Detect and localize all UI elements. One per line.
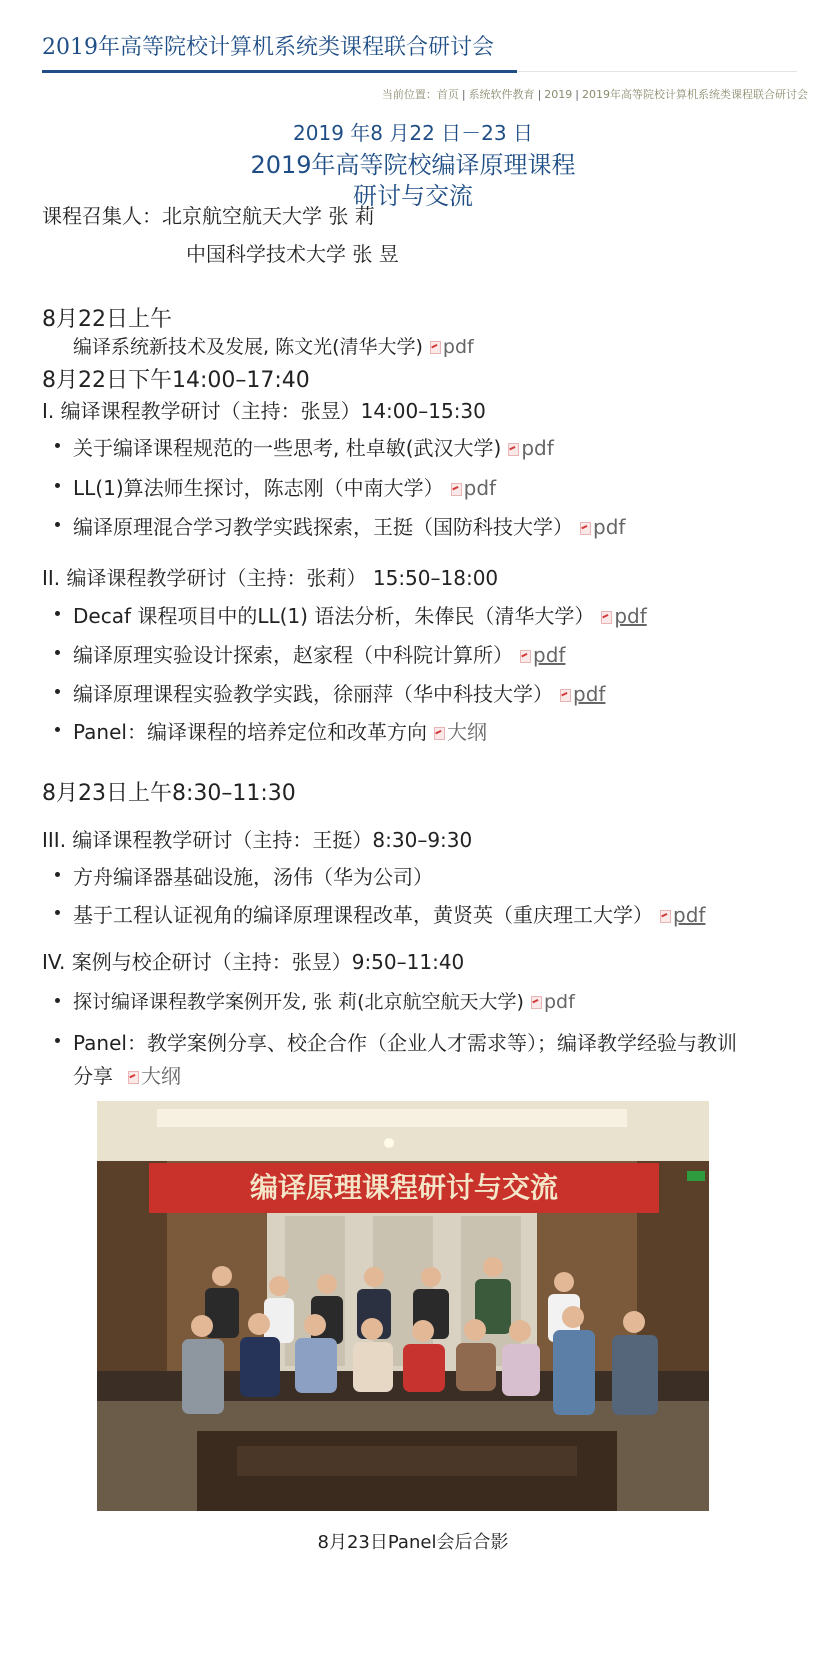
list-item (73, 1027, 737, 1056)
session-2-title: II. 编译课程教学研讨（主持：张莉） 15:50–18:00 (42, 566, 499, 590)
pdf-link[interactable]: pdf (614, 604, 647, 628)
pdf-link[interactable]: pdf (463, 476, 497, 500)
pdf-icon (559, 688, 571, 702)
breadcrumb-prefix: 当前位置： (381, 88, 437, 101)
session-4-title: IV. 案例与校企研讨（主持：张昱）9:50–11:40 (42, 950, 465, 974)
pdf-link[interactable]: pdf (593, 515, 626, 539)
breadcrumb (382, 86, 808, 102)
pdf-icon (429, 340, 441, 354)
session-3-title: III. 编译课程教学研讨（主持：王挺）8:30–9:30 (42, 828, 473, 852)
talk-text: 编译系统新技术及发展, 陈文光(清华大学) (73, 336, 423, 358)
pdf-icon (600, 610, 612, 624)
pdf-link[interactable]: pdf (533, 643, 566, 667)
session-1-title: I. 编译课程教学研讨（主持：张昱）14:00–15:30 (42, 399, 486, 423)
conference-date: 2019 年8 月22 日－23 日 (293, 121, 533, 145)
outline-link[interactable]: 大纲 (446, 720, 487, 744)
breadcrumb-system-software[interactable]: 系统软件教育 (468, 88, 535, 101)
list-item-continuation (73, 1060, 181, 1089)
pdf-icon (127, 1070, 139, 1084)
talk-text-continued: 分享 (73, 1064, 113, 1088)
convener-2: 中国科学技术大学 张 昱 (186, 242, 399, 266)
conveners-row (42, 200, 375, 229)
pdf-icon (450, 482, 462, 496)
day2-morning-heading: 8月23日上午8:30–11:30 (42, 781, 296, 806)
talk-text: LL(1)算法师生探讨，陈志刚（中南大学） (73, 476, 444, 500)
talk-text: 编译原理混合学习教学实践探索，王挺（国防科技大学） (73, 515, 573, 539)
day1-afternoon-heading: 8月22日下午14:00–17:40 (42, 368, 310, 393)
convener-1: 北京航空航天大学 张 莉 (162, 204, 375, 228)
conference-subtitle: 研讨与交流 (353, 182, 473, 210)
breadcrumb-separator: | (537, 88, 542, 101)
talk-text: 编译原理实验设计探索，赵家程（中科院计算所） (73, 643, 513, 667)
list-item (73, 639, 565, 668)
list-item (73, 511, 625, 540)
list-item (73, 899, 705, 928)
conference-title: 2019年高等院校编译原理课程 (250, 151, 576, 179)
talk-text: Decaf 课程项目中的LL(1) 语法分析，朱俸民（清华大学） (73, 604, 595, 628)
header-divider (517, 71, 797, 72)
list-item (73, 600, 647, 629)
day1-morning-heading: 8月22日上午 (42, 307, 172, 332)
breadcrumb-separator: | (461, 88, 466, 101)
breadcrumb-separator: | (575, 88, 579, 101)
list-item (73, 861, 433, 890)
talk-text: 基于工程认证视角的编译原理课程改革，黄贤英（重庆理工大学） (73, 903, 653, 927)
talk-text: 探讨编译课程教学案例开发, 张 莉(北京航空航天大学) (73, 991, 524, 1013)
pdf-link[interactable]: pdf (521, 436, 554, 460)
pdf-link[interactable]: pdf (442, 336, 474, 358)
talk-text: 方舟编译器基础设施，汤伟（华为公司） (73, 865, 433, 889)
list-item (73, 472, 496, 501)
title-underline (42, 70, 517, 73)
list-item (73, 432, 554, 461)
banner-text: 编译原理课程研讨与交流 (249, 1171, 559, 1204)
pdf-icon (507, 442, 519, 456)
pdf-link[interactable]: pdf (573, 682, 606, 706)
group-photo-illustration (97, 1101, 709, 1511)
pdf-icon (579, 521, 591, 535)
pdf-icon (519, 649, 531, 663)
pdf-link[interactable]: pdf (673, 903, 706, 927)
pdf-link[interactable]: pdf (543, 991, 575, 1013)
talk-text: 关于编译课程规范的一些思考, 杜卓敏(武汉大学) (73, 436, 502, 460)
list-item (73, 987, 575, 1014)
keynote-talk (73, 332, 474, 359)
site-title: 2019年高等院校计算机系统类课程联合研讨会 (42, 35, 494, 60)
photo-caption: 8月23日Panel会后合影 (317, 1532, 509, 1553)
pdf-icon (530, 995, 542, 1009)
talk-text: 编译原理课程实验教学实践，徐丽萍（华中科技大学） (73, 682, 553, 706)
conveners-label: 课程召集人： (42, 204, 162, 228)
breadcrumb-home[interactable]: 首页 (436, 88, 459, 101)
list-item (73, 716, 487, 745)
pdf-icon (659, 909, 671, 923)
list-item (73, 678, 605, 707)
breadcrumb-current[interactable]: 2019年高等院校计算机系统类课程联合研讨会 (582, 88, 808, 101)
talk-text: Panel：教学案例分享、校企合作（企业人才需求等）；编译教学经验与教训 (73, 1031, 737, 1055)
outline-link[interactable]: 大纲 (141, 1064, 181, 1088)
pdf-icon (433, 726, 445, 740)
talk-text: Panel：编译课程的培养定位和改革方向 (73, 720, 427, 744)
group-photo (97, 1101, 709, 1511)
breadcrumb-year[interactable]: 2019 (544, 88, 573, 101)
